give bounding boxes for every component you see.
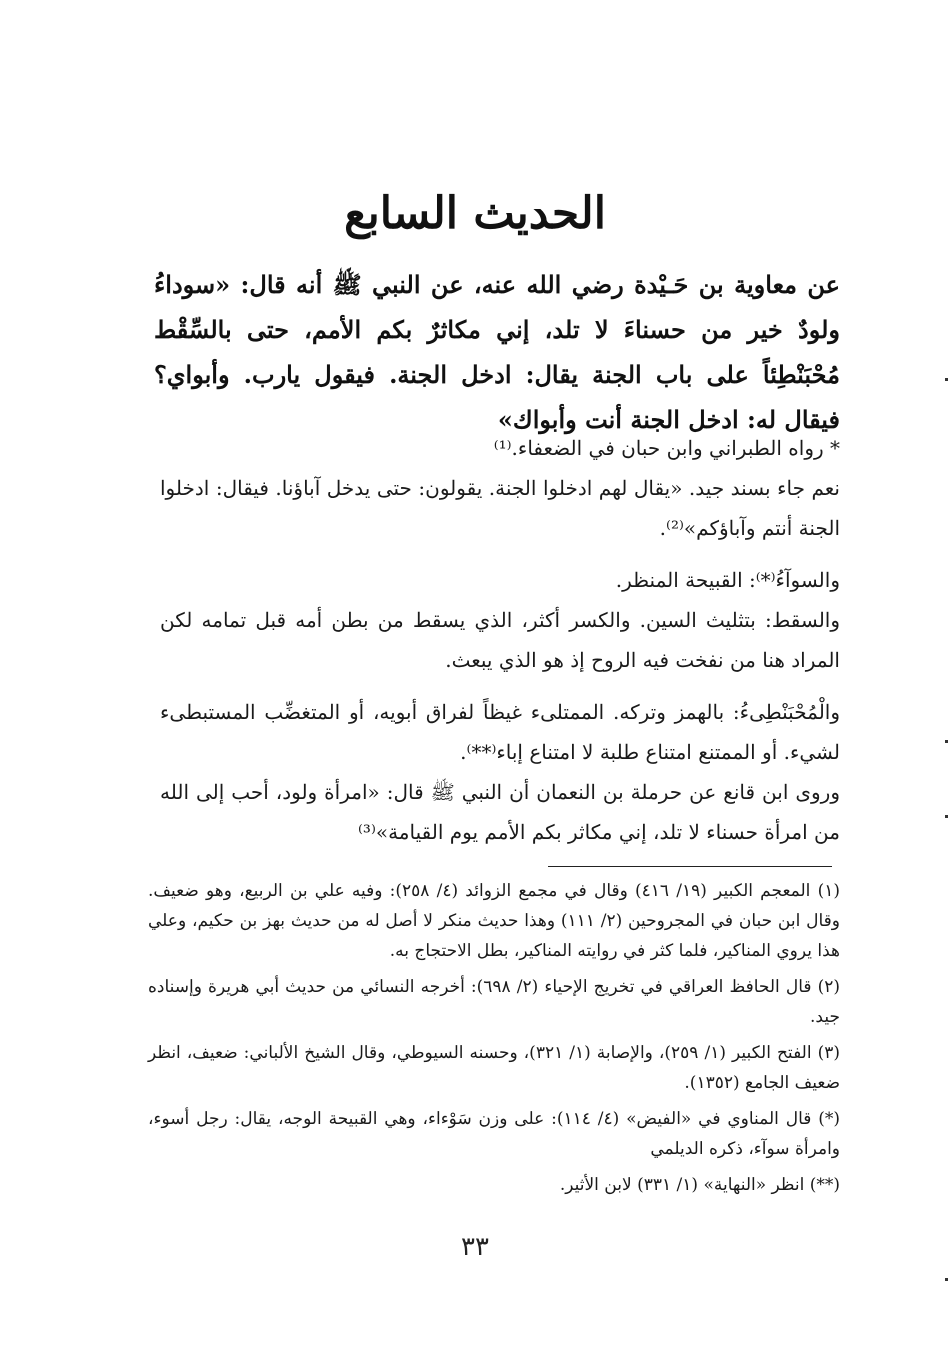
- scan-edge-mark: [945, 378, 948, 381]
- muhbanti-definition: والْمُحْبَنْطِىءُ: بالهمز وتركه. الممتلىء غيظاً لفراق أبويه، أو المتغضِّب المستبطىء لشيء. أو الممتنع امتناع طلبة لا امتناع إباء⁽**⁾.: [160, 700, 840, 764]
- takhrij-line: * رواه الطبراني وابن حبان في الضعفاء.⁽¹⁾: [493, 436, 840, 460]
- commentary-block-3: [160, 692, 840, 852]
- footnote-double-star: (**) انظر «النهاية» (١/ ٣٣١) لابن الأثير.: [559, 1175, 840, 1195]
- commentary-block-2: [160, 560, 840, 680]
- saqt-definition: والسقط: بتثليث السين. والكسر أكثر، الذي يسقط من بطن أمه قبل تمامه لكن المراد هنا من نفخت فيه الروح إذ هو الذي يبعث.: [160, 608, 840, 672]
- page-number: ٣٣: [461, 1232, 489, 1262]
- ibn-qani-narration: وروى ابن قانع عن حرملة بن النعمان أن النبي ﷺ قال: «امرأة ولود، أحب إلى الله من امرأة حسناء لا تلد، إني مكاثر بكم الأمم يوم القيامة»⁽³⁾: [160, 780, 840, 844]
- footnotes: [148, 876, 840, 1200]
- scan-edge-mark: [945, 740, 948, 743]
- chapter-title: الحديث السابع: [344, 188, 606, 239]
- footnote-separator: [548, 866, 832, 867]
- hadith-text: [154, 262, 840, 442]
- footnote-star: (*) قال المناوي في «الفيض» (٤/ ١١٤): على وزن سَوْءاء، وهي القبيحة الوجه، يقال: رجل أسوء، وامرأة سوآء، ذكره الديلمي: [148, 1109, 840, 1159]
- sawda-definition: والسوآءُ⁽*⁾: القبيحة المنظر.: [615, 568, 840, 592]
- scan-edge-mark: [945, 815, 948, 818]
- hadith-paragraph: عن معاوية بن حَـيْدة رضي الله عنه، عن النبي ﷺ أنه قال: «سوداءُ ولودٌ خير من حسناءَ لا تلد، إني مكاثرٌ بكم الأمم، حتى بالسِّقْط مُحْبَنْطِئاً على باب الجنة يقال: ادخل الجنة. فيقول يارب. وأبواي؟ فيقال له: ادخل الجنة أنت وأبواك»: [154, 270, 840, 434]
- footnote-1: (١) المعجم الكبير (١٩/ ٤١٦) وقال في مجمع الزوائد (٤/ ٢٥٨): وفيه علي بن الربيع، وهو ضعيف. وقال ابن حبان في المجروحين (٢/ ١١١) وهذا حديث منكر لا أصل له من حديث بهز بن حكيم، وعلي هذا يروي المناكير، فلما كثر في روايته المناكير، بطل الاحتجاج به.: [148, 881, 841, 961]
- footnote-3: (٣) الفتح الكبير (١/ ٢٥٩)، والإصابة (١/ ٣٢١)، وحسنه السيوطي، وقال الشيخ الألباني: ضعيف، انظر ضعيف الجامع (١٣٥٢).: [148, 1043, 841, 1093]
- scan-edge-mark: [945, 1278, 948, 1281]
- footnote-2: (٢) قال الحافظ العراقي في تخريج الإحياء (٢/ ٦٩٨): أخرجه النسائي من حديث أبي هريرة وإسناده جيد.: [148, 977, 840, 1027]
- shahid-paragraph: نعم جاء بسند جيد. «يقال لهم ادخلوا الجنة. يقولون: حتى يدخل آباؤنا. فيقال: ادخلوا الجنة أنتم وآباؤكم»⁽²⁾.: [160, 476, 840, 540]
- commentary-block-1: [160, 428, 840, 548]
